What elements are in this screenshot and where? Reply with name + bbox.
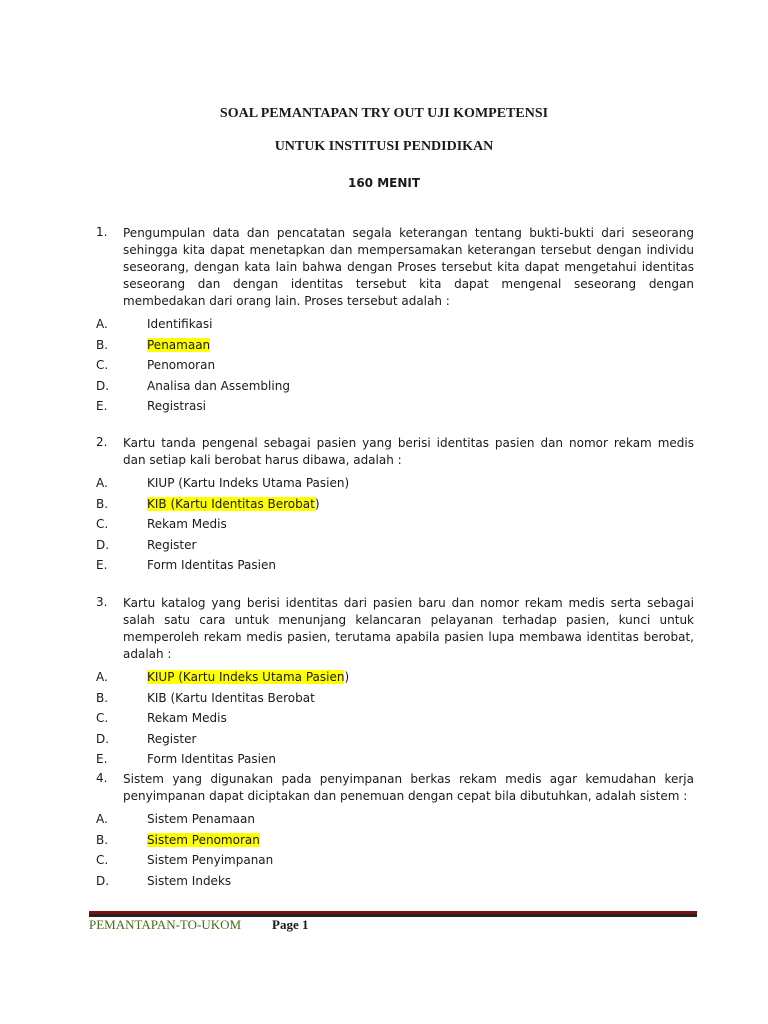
- option-b[interactable]: [96, 830, 694, 851]
- option-letter: A.: [96, 317, 108, 331]
- option-plain-text: Form Identitas Pasien: [147, 752, 276, 766]
- option-b[interactable]: [96, 688, 694, 709]
- option-d[interactable]: [96, 729, 694, 750]
- option-letter: D.: [96, 731, 110, 746]
- option-text: [147, 396, 206, 417]
- option-letter: C.: [96, 711, 109, 725]
- option-plain-text: Analisa dan Assembling: [147, 378, 290, 393]
- option-a[interactable]: [96, 473, 694, 494]
- option-letter: E.: [96, 558, 108, 572]
- option-letter: A.: [96, 670, 108, 684]
- question-2: [96, 435, 694, 576]
- question-number: 3.: [96, 595, 108, 609]
- option-d[interactable]: [96, 535, 694, 556]
- option-letter: C.: [96, 517, 109, 531]
- option-plain-text: Register: [147, 537, 197, 552]
- option-text: [147, 494, 320, 515]
- option-c[interactable]: [96, 708, 694, 729]
- option-letter: D.: [96, 873, 110, 888]
- question-4: [96, 771, 694, 891]
- options-list: [96, 473, 694, 576]
- page-label: Page: [272, 917, 299, 932]
- question-number: 4.: [96, 771, 108, 785]
- option-letter: B.: [96, 690, 109, 705]
- option-text: [147, 514, 227, 535]
- highlighted-answer: Penamaan: [147, 337, 211, 352]
- option-plain-text: Registrasi: [147, 399, 206, 413]
- option-a[interactable]: [96, 809, 694, 830]
- option-letter: C.: [96, 853, 109, 867]
- option-plain-text: KIUP (Kartu Indeks Utama Pasien): [147, 476, 350, 490]
- option-text: [147, 355, 215, 376]
- option-a[interactable]: [96, 314, 694, 335]
- option-e[interactable]: [96, 749, 694, 770]
- option-text: [147, 830, 260, 851]
- question-text: Sistem yang digunakan pada penyimpanan berkas rekam medis agar kemudahan kerja penyimpanan dapat diciptakan dan penemuan dengan cepat bila dibutuhkan, adalah sistem :: [123, 772, 694, 803]
- highlighted-answer: KIB (Kartu Identitas Berobat: [147, 496, 315, 511]
- options-list: [96, 314, 694, 417]
- option-b[interactable]: [96, 494, 694, 515]
- option-d[interactable]: [96, 376, 694, 397]
- option-e[interactable]: [96, 396, 694, 417]
- option-text: [147, 667, 349, 688]
- option-letter: A.: [96, 476, 108, 490]
- option-trailing-text: ): [314, 496, 320, 511]
- option-letter: B.: [96, 832, 109, 847]
- option-plain-text: Rekam Medis: [147, 711, 227, 725]
- question-text: Kartu tanda pengenal sebagai pasien yang berisi identitas pasien dan nomor rekam medis dan setiap kali berobat harus dibawa, adalah :: [123, 436, 694, 467]
- option-e[interactable]: [96, 555, 694, 576]
- option-letter: A.: [96, 812, 108, 826]
- footer-document-label: PEMANTAPAN-TO-UKOM: [89, 917, 242, 932]
- option-text: [147, 535, 196, 556]
- option-letter: D.: [96, 537, 110, 552]
- option-text: [147, 729, 196, 750]
- option-text: [147, 708, 227, 729]
- question-text: Pengumpulan data dan pencatatan segala keterangan tentang bukti-bukti dari seseorang sehingga kita dapat menetapkan dan mempersamakan keterangan tersebut dengan individu seseorang, dengan kata lain bahwa dengan Proses tersebut kita dapat mengetahui identitas seseorang dan dengan identitas tersebut kita dapat mengenal seseorang dengan membedakan dari orang lain. Proses tersebut adalah :: [123, 226, 694, 308]
- option-text: [147, 335, 210, 356]
- option-plain-text: Sistem Penyimpanan: [147, 853, 274, 867]
- question-3: [96, 595, 694, 770]
- option-text: [147, 850, 273, 871]
- highlighted-answer: KIUP (Kartu Indeks Utama Pasien: [147, 670, 345, 684]
- option-plain-text: Penomoran: [147, 358, 216, 372]
- option-d[interactable]: [96, 871, 694, 892]
- option-text: [147, 473, 349, 494]
- question-number: 1.: [96, 225, 108, 239]
- option-letter: D.: [96, 378, 110, 393]
- page-number: 1: [301, 917, 309, 932]
- option-text: [147, 314, 212, 335]
- option-c[interactable]: [96, 514, 694, 535]
- option-plain-text: Register: [147, 731, 197, 746]
- option-text: [147, 809, 255, 830]
- document-title-line2: UNTUK INSTITUSI PENDIDIKAN: [274, 139, 494, 154]
- option-letter: E.: [96, 399, 108, 413]
- question-number: 2.: [96, 435, 108, 449]
- footer-page-number: [272, 917, 308, 933]
- option-letter: B.: [96, 496, 109, 511]
- option-letter: C.: [96, 358, 109, 372]
- question-1: [96, 225, 694, 417]
- option-text: [147, 688, 315, 709]
- option-plain-text: Sistem Penamaan: [147, 812, 255, 826]
- option-a[interactable]: [96, 667, 694, 688]
- option-trailing-text: ): [344, 670, 350, 684]
- options-list: [96, 809, 694, 891]
- option-plain-text: Sistem Indeks: [147, 873, 232, 888]
- option-plain-text: Form Identitas Pasien: [147, 558, 276, 572]
- option-c[interactable]: [96, 355, 694, 376]
- option-c[interactable]: [96, 850, 694, 871]
- option-plain-text: KIB (Kartu Identitas Berobat: [147, 690, 315, 705]
- highlighted-answer: Sistem Penomoran: [147, 832, 260, 847]
- options-list: [96, 667, 694, 770]
- question-text: Kartu katalog yang berisi identitas dari pasien baru dan nomor rekam medis serta sebagai salah satu cara untuk menunjang kelancaran pelayanan terhadap pasien, kunci untuk memperoleh rekam medis pasien, terutama apabila pasien lupa membawa identitas berobat, adalah :: [123, 596, 694, 661]
- option-text: [147, 871, 231, 892]
- option-text: [147, 376, 290, 397]
- option-text: [147, 749, 276, 770]
- option-plain-text: Identifikasi: [147, 317, 213, 331]
- option-b[interactable]: [96, 335, 694, 356]
- document-title-line1: SOAL PEMANTAPAN TRY OUT UJI KOMPETENSI: [219, 106, 549, 121]
- option-letter: E.: [96, 752, 108, 766]
- option-plain-text: Rekam Medis: [147, 517, 227, 531]
- option-text: [147, 555, 276, 576]
- exam-duration: 160 MENIT: [347, 176, 421, 190]
- option-letter: B.: [96, 337, 109, 352]
